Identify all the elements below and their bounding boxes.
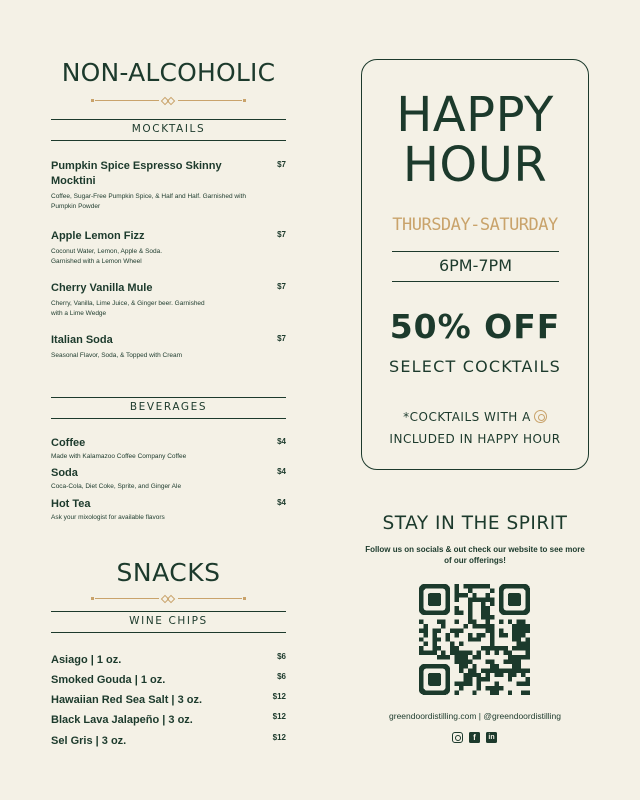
happy-hour-title-line1: HAPPY xyxy=(396,87,554,143)
snacks-title: SNACKS xyxy=(116,558,221,587)
item-price: $4 xyxy=(277,498,286,507)
happy-hour-time: 6PM-7PM xyxy=(392,251,559,282)
item-name: Pumpkin Spice Espresso Skinny Mocktini xyxy=(51,160,222,187)
item-name: Hawaiian Red Sea Salt | 3 oz. xyxy=(51,694,203,706)
discount-subtext: SELECT COCKTAILS xyxy=(389,357,561,376)
item-name: Cherry Vanilla Mule xyxy=(51,282,153,294)
item-name: Coffee xyxy=(51,437,86,449)
item-description: Ask your mixologist for available flavors xyxy=(51,514,165,521)
item-description: Made with Kalamazoo Coffee Company Coffee xyxy=(51,453,187,460)
linkedin-icon[interactable]: in xyxy=(486,732,497,743)
item-name: Hot Tea xyxy=(51,498,91,510)
spirit-text: Follow us on socials & out check our website to see more of our offerings! xyxy=(365,545,585,565)
happy-hour-days: THURSDAY-SATURDAY xyxy=(392,215,558,235)
item-price: $6 xyxy=(277,652,286,661)
instagram-icon[interactable] xyxy=(452,732,463,743)
divider-ornament xyxy=(91,595,246,603)
item-name: Sel Gris | 3 oz. xyxy=(51,735,127,747)
note-line1: *COCKTAILS WITH A xyxy=(403,410,531,424)
spirit-title: STAY IN THE SPIRIT xyxy=(382,513,568,534)
note-line2: INCLUDED IN HAPPY HOUR xyxy=(389,432,561,446)
snack-item xyxy=(51,650,286,664)
item-name: Asiago | 1 oz. xyxy=(51,654,122,666)
item-description: Coconut Water, Lemon, Apple & Soda. Garnished with a Lemon Wheel xyxy=(51,248,163,265)
item-price: $12 xyxy=(272,712,286,721)
menu-item xyxy=(51,281,286,319)
item-price: $12 xyxy=(272,692,286,701)
divider-ornament xyxy=(91,97,246,105)
snack-item xyxy=(51,690,286,704)
item-price: $4 xyxy=(277,437,286,446)
item-description: Coca-Cola, Diet Coke, Sprite, and Ginger Ale xyxy=(51,483,182,490)
item-price: $4 xyxy=(277,467,286,476)
coin-icon xyxy=(534,410,547,423)
facebook-icon[interactable]: f xyxy=(469,732,480,743)
item-name: Italian Soda xyxy=(51,334,113,346)
menu-item xyxy=(51,436,286,462)
contact-info[interactable]: greendoordistilling.com | @greendoordistilling xyxy=(389,711,561,721)
menu-item xyxy=(51,497,286,523)
qr-code-icon[interactable] xyxy=(419,584,530,695)
discount-text: 50% OFF xyxy=(389,307,561,346)
item-description: Seasonal Flavor, Soda, & Topped with Cream xyxy=(51,352,183,359)
item-name: Smoked Gouda | 1 oz. xyxy=(51,674,166,686)
social-links xyxy=(452,732,498,744)
item-description: Coffee, Sugar-Free Pumpkin Spice, & Half and Half. Garnished with Pumpkin Powder xyxy=(51,193,246,210)
happy-hour-panel xyxy=(361,59,589,470)
mocktails-section-header: MOCKTAILS xyxy=(51,119,286,141)
item-price: $6 xyxy=(277,672,286,681)
happy-hour-note xyxy=(362,406,588,450)
item-price: $7 xyxy=(277,282,286,291)
item-name: Apple Lemon Fizz xyxy=(51,230,145,242)
menu-item xyxy=(51,229,286,267)
snack-item xyxy=(51,670,286,684)
snack-item xyxy=(51,710,286,724)
item-name: Soda xyxy=(51,467,78,479)
item-description: Cherry, Vanilla, Lime Juice, & Ginger beer. Garnished with a Lime Wedge xyxy=(51,300,205,317)
item-price: $12 xyxy=(272,733,286,742)
menu-item xyxy=(51,466,286,492)
item-name: Black Lava Jalapeño | 3 oz. xyxy=(51,714,193,726)
happy-hour-title-line2: HOUR xyxy=(402,137,548,193)
snack-item xyxy=(51,731,286,745)
item-price: $7 xyxy=(277,160,286,169)
wine-chips-section-header: WINE CHIPS xyxy=(51,611,286,633)
happy-hour-title xyxy=(362,87,588,193)
non-alcoholic-title: NON-ALCOHOLIC xyxy=(61,58,276,87)
menu-item xyxy=(51,333,286,361)
item-price: $7 xyxy=(277,334,286,343)
item-price: $7 xyxy=(277,230,286,239)
beverages-section-header: BEVERAGES xyxy=(51,397,286,419)
menu-item xyxy=(51,159,286,212)
